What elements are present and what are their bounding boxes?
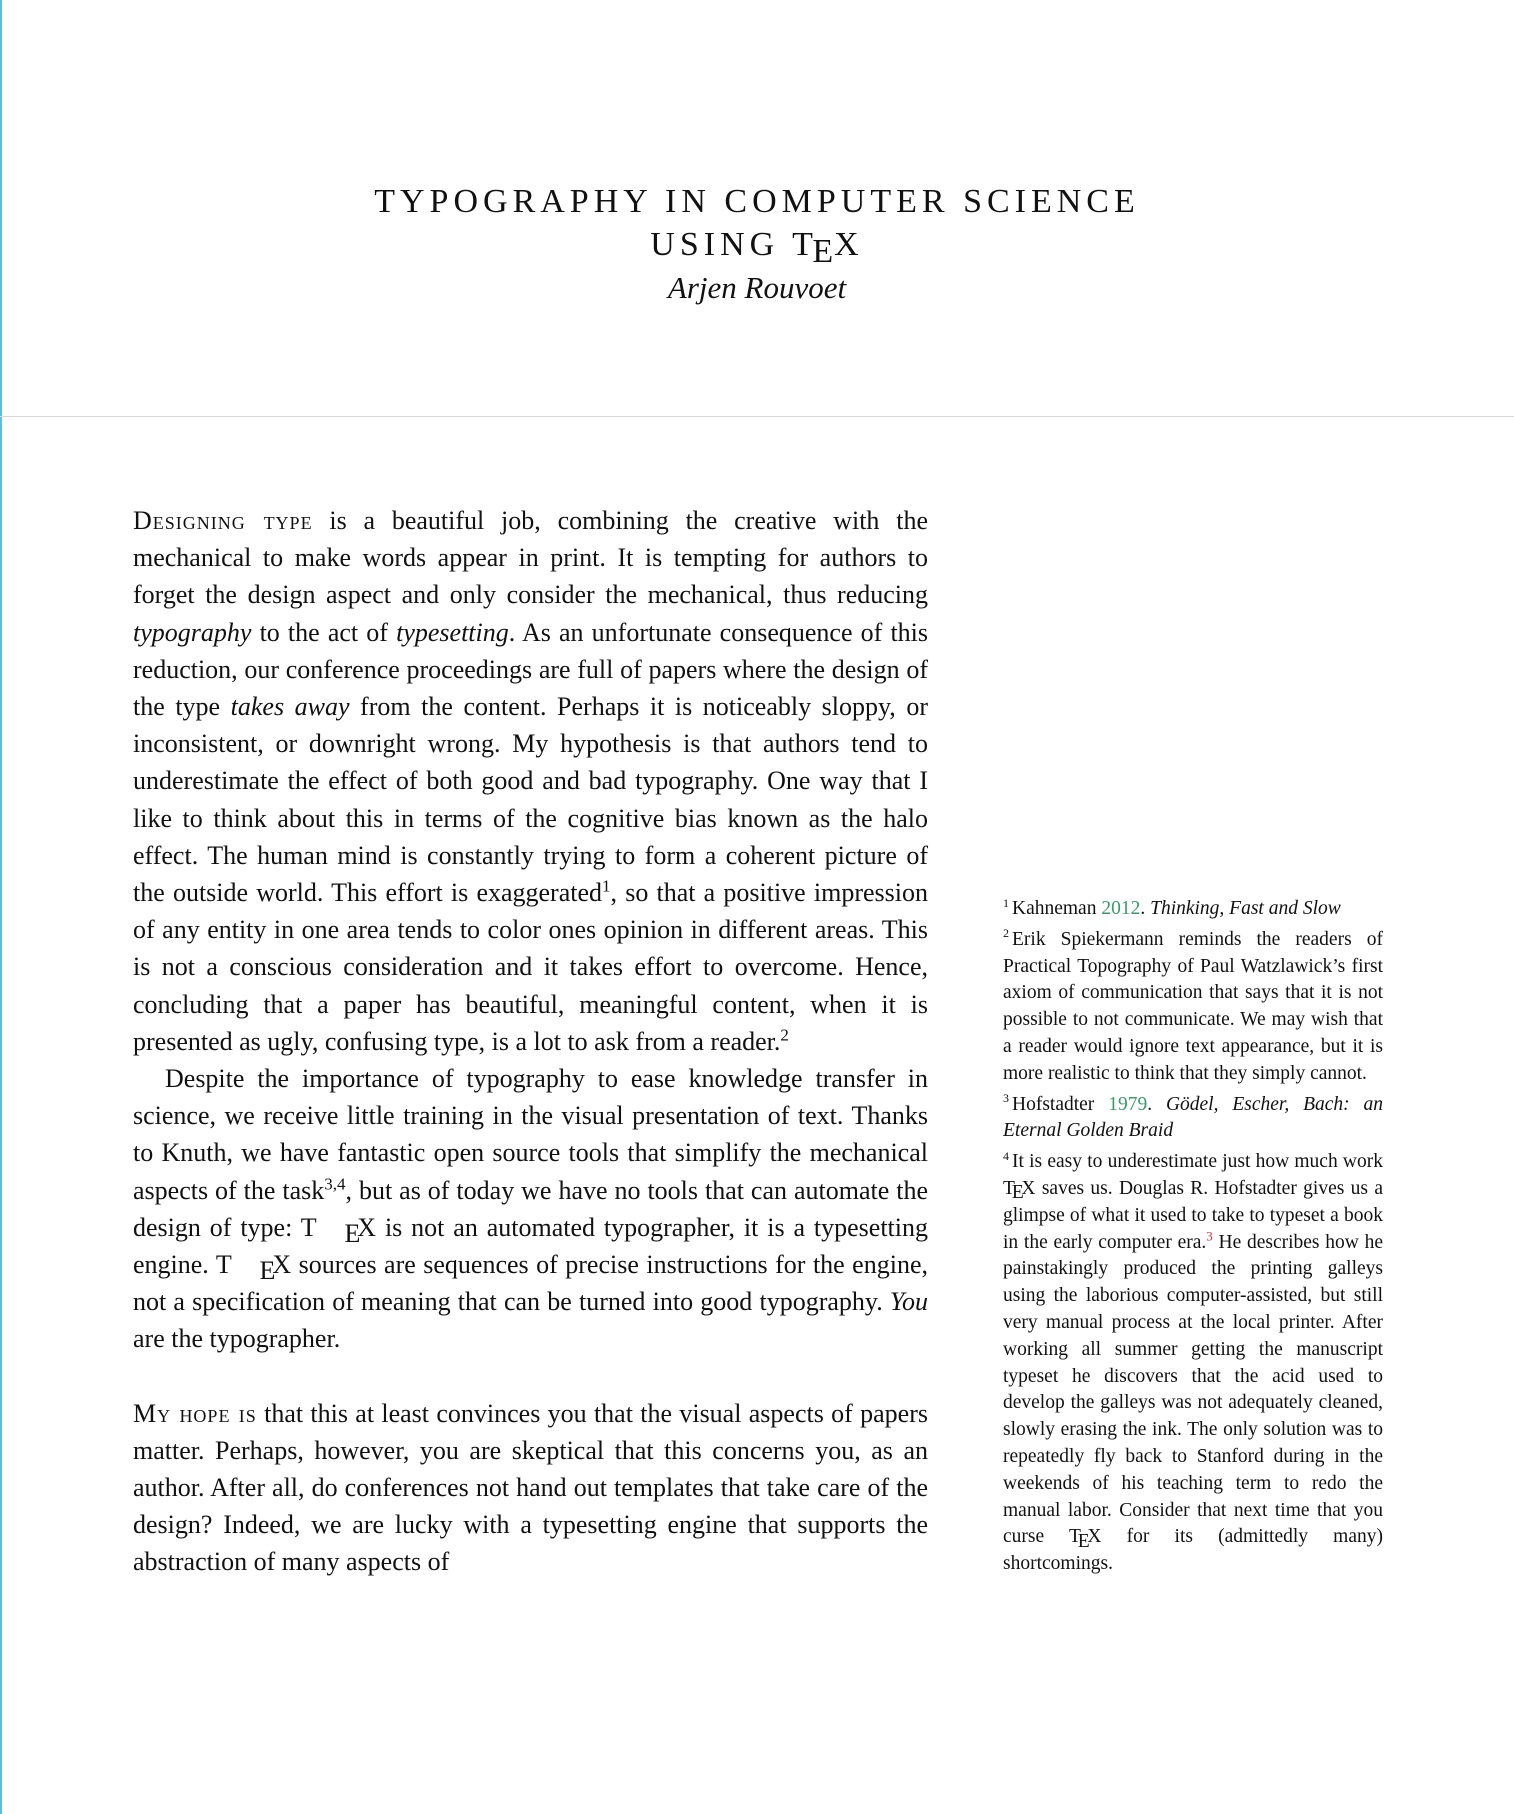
tex-logo: T EX [215, 1250, 292, 1285]
citation-year-link[interactable]: 1979 [1108, 1093, 1148, 1115]
lead-in: My hope is [133, 1398, 257, 1428]
title-line-2: USING TEX [650, 226, 864, 271]
paragraph-1: Designing type is a beautiful job, combining the creative with the mechanical to make words appear in print. It is tempting for authors to forget the design aspect and only consider the mechanical, thus reducing typography to the act of typesetting. As an unfortunate consequence of this reduction, our conference proceedings are full of papers where the design of the type takes away from the content. Perhaps it is noticeably sloppy, or inconsistent, or downright wrong. My hypothesis is that authors tend to underestimate the effect of both good and bad typography. One way that I like to think about this in terms of the cognitive bias known as the halo effect. The human mind is constantly trying to form a coherent picture of the outside world. This effort is exaggerated$^1$, so that a positive impression of any entity in one area tends to color ones opinion in different areas. This is not a conscious consideration and it takes effort to overcome. Hence, concluding that a paper has beautiful, meaningful content, when it is presented as ugly, confusing type, is a lot to ask from a reader.$^2$ [133, 506, 929, 1056]
tex-logo: TEX [1068, 1526, 1102, 1552]
margin-notes [1003, 896, 1383, 1582]
margin-note-3: $^3$ Hofstadter 1979. Gödel, Escher, Bach: an Eternal Golden Braid [1003, 1091, 1384, 1142]
footnote-ref-3-4[interactable]: 3,4 [324, 1174, 346, 1193]
lead-in: Designing type [133, 506, 313, 535]
margin-note-4: $^4$ It is easy to underestimate just how much work TEX saves us. Douglas R. Hofstadter gives us a glimpse of what it used to take to typeset a book in the early computer era.$^3$ He describes how he painstakingly produced the printing galleys using the laborious computer-assisted, but still very manual process at the local printer. After working all summer getting the manuscript typeset he discovers that the acid used to develop the galleys was not adequately cleaned, slowly erasing the ink. The only solution was to repeatedly fly back to Stanford during in the weekends of his teaching term to redo the manual labor. Consider that next time that you curse TEX for its (admittedly many) shortcomings. [1003, 1148, 1384, 1575]
margin-note-1: $^1$ Kahneman 2012. Thinking, Fast and Slow [1003, 895, 1341, 919]
title-line-1: TYPOGRAPHY IN COMPUTER SCIENCE [374, 183, 1140, 220]
citation-ref-link[interactable]: 3 [1206, 1228, 1213, 1244]
main-text-column [133, 502, 928, 1581]
title-block [0, 180, 1514, 308]
margin-note-2: $^2$ Erik Spiekermann reminds the readers of Practical Topography of Paul Watzlawick’s first axiom of communication that says that it is not possible to not communicate. We may wish that a reader would ignore text appearance, but it is more realistic to think that they simply cannot. [1003, 926, 1383, 1084]
header-divider [0, 416, 1514, 417]
paragraph-3: My hope is that this at least convinces you that the visual aspects of papers matter. Perhaps, however, you are skeptical that this concerns you, as an author. After all, do conferences not hand out templates that take care of the design? Indeed, we are lucky with a typesetting engine that supports the abstraction of many aspects of [133, 1398, 928, 1577]
paragraph-2: Despite the importance of typography to ease knowledge transfer in science, we receive little training in the visual presentation of text. Thanks to Knuth, we have fantastic open source tools that simplify the mechanical aspects of the task$^{3,4}$, but as of today we have no tools that can automate the design of type: T EX is not an automated typographer, it is a typesetting engine. T EX sources are sequences of precise instructions for the engine, not a specification of meaning that can be turned into good typography. You are the typographer. [133, 1064, 928, 1354]
tex-logo: T EX [300, 1212, 377, 1248]
footnote-ref-2[interactable]: 2 [780, 1025, 789, 1045]
tex-logo: TEX [792, 226, 864, 271]
citation-year-link[interactable]: 2012 [1101, 898, 1141, 919]
author-name: Arjen Rouvoet [667, 270, 847, 305]
footnote-ref-1[interactable]: 1 [602, 876, 611, 896]
tex-logo: TEX [1003, 1177, 1036, 1204]
